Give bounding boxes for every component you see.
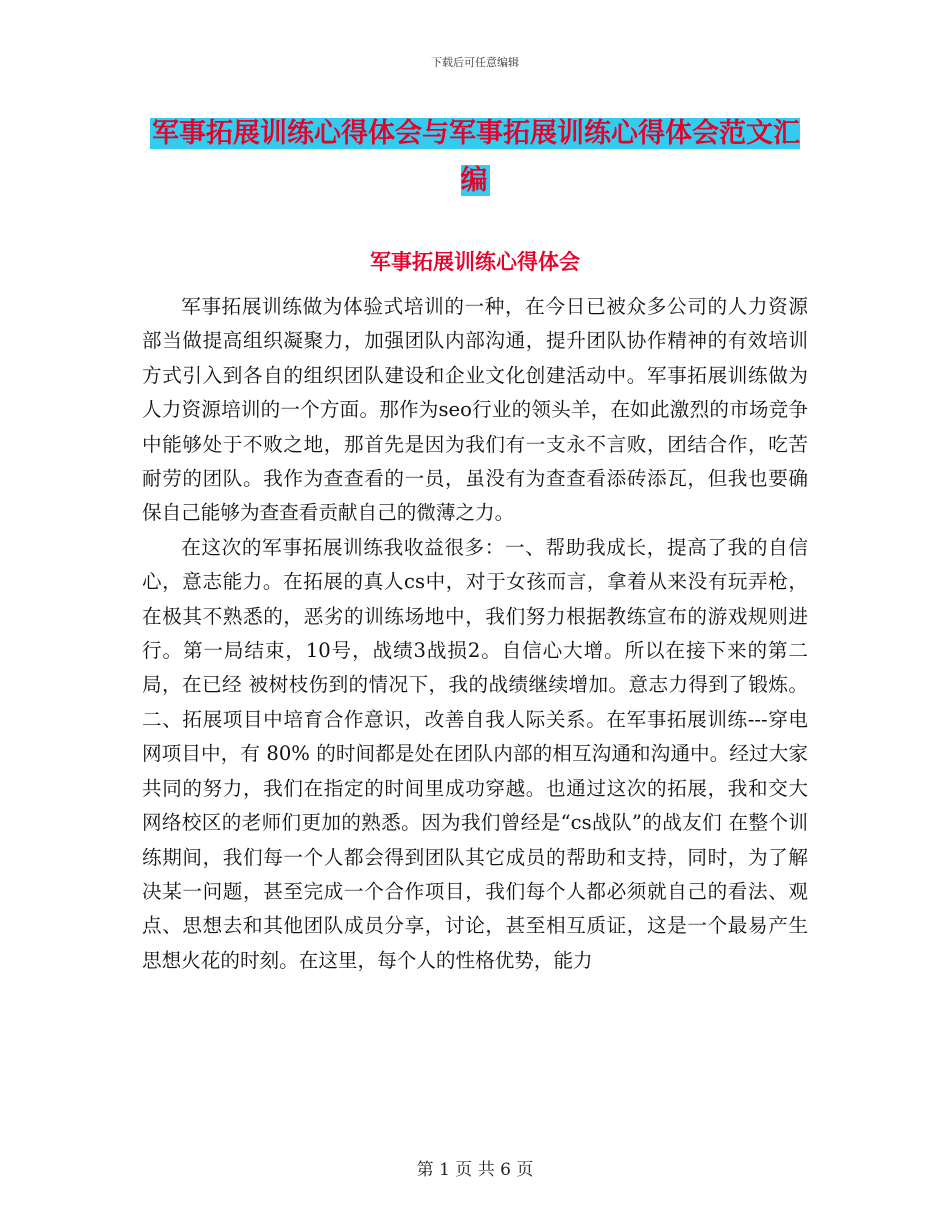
document-body <box>142 290 808 978</box>
page-header-note: 下载后可任意编辑 <box>431 56 519 69</box>
page-footer-number: 第 1 页 共 6 页 <box>416 1160 534 1180</box>
document-title <box>140 110 810 204</box>
title-highlight: 军事拓展训练心得体会与军事拓展训练心得体会范文汇编 <box>152 118 800 196</box>
body-paragraph: 军事拓展训练做为体验式培训的一种，在今日已被众多公司的人力资源部当做提高组织凝聚力，加强团队内部沟通，提升团队协作精神的有效培训方式引入到各自的组织团队建设和企业文化创建活动中。军事拓展训练做为人力资源培训的一个方面。那作为seo行业的领头羊，在如此激烈的市场竞争中能够处于不败之地，那首先是因为我们有一支永不言败，团结合作，吃苦耐劳的团队。我作为查查看的一员，虽没有为查查看添砖添瓦，但我也要确保自己能够为查查看贡献自己的微薄之力。 <box>142 295 808 525</box>
section-title: 军事拓展训练心得体会 <box>370 249 580 274</box>
body-paragraph: 在这次的军事拓展训练我收益很多：一、帮助我成长，提高了我的自信心，意志能力。在拓展的真人cs中，对于女孩而言，拿着从来没有玩弄枪，在极其不熟悉的，恶劣的训练场地中，我们努力根据教练宣布的游戏规则进行。第一局结束，10号，战绩3战损2。自信心大增。所以在接下来的第二局，在已经 被树枝伤到的情况下，我的战绩继续增加。意志力得到了锻炼。二、拓展项目中培育合作意识，改善自我人际关系。在军事拓展训练---穿电网项目中，有 80% 的时间都是处在团队内部的相互沟通和沟通中。经过大家共同的努力，我们在指定的时间里成功穿越。也通过这次的拓展，我和交大网络校区的老师们更加的熟悉。因为我们曾经是“cs战队”的战友们 在整个训练期间，我们每一个人都会得到团队其它成员的帮助和支持，同时，为了解决某一问题，甚至完成一个合作项目，我们每个人都必须就自己的看法、观点、思想去和其他团队成员分享，讨论，甚至相互质证，这是一个最易产生思想火花的时刻。在这里，每个人的性格优势，能力 <box>142 535 808 972</box>
